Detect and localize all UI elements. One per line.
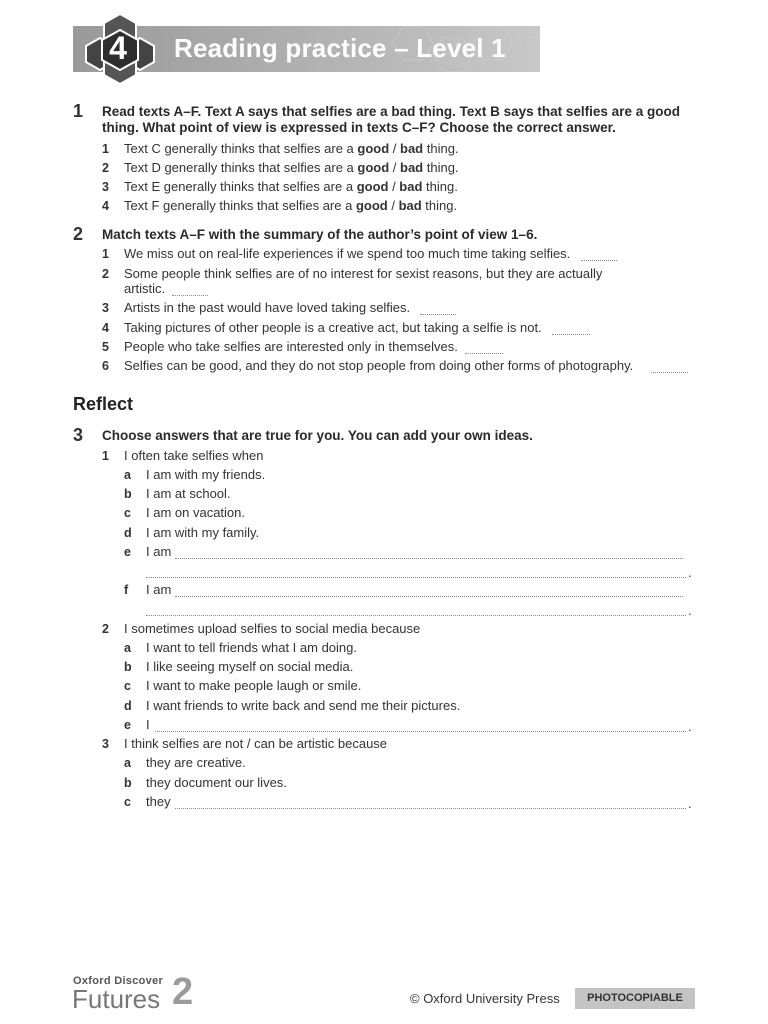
item-number: 1 <box>102 142 109 156</box>
brand-line1: Oxford Discover <box>73 975 164 987</box>
period: . <box>688 603 692 618</box>
choice-sentence <box>124 198 457 213</box>
sub-question-text: I think selfies are not / can be artistic because <box>124 736 388 751</box>
item-number: 4 <box>102 321 109 335</box>
answer-blank[interactable] <box>651 372 688 373</box>
option-separator: / <box>387 198 399 213</box>
item-number: 1 <box>102 247 109 261</box>
item-number: 4 <box>102 199 109 213</box>
option-text: I am <box>146 544 172 559</box>
sentence-text: Text C generally thinks that selfies are a <box>124 141 358 156</box>
option-bad[interactable]: bad <box>400 160 424 175</box>
option-good[interactable]: good <box>356 179 389 194</box>
item-number: 3 <box>102 180 109 194</box>
option-text: I am with my family. <box>146 525 260 540</box>
answer-blank[interactable] <box>172 295 208 296</box>
sentence-text: Text E generally thinks that selfies are a <box>124 179 357 194</box>
question-number: 3 <box>73 425 84 445</box>
answer-blank[interactable] <box>175 596 683 597</box>
option-letter: e <box>124 718 131 732</box>
answer-blank[interactable] <box>175 558 683 559</box>
summary-text: Taking pictures of other people is a creative act, but taking a selfie is not. <box>124 320 542 335</box>
question-instruction: Read texts A–F. Text A says that selfies are a bad thing. Text B says that selfies are a good thing. What point of view is expressed in texts C–F? Choose the correct answer. <box>102 104 680 135</box>
sentence-text: Text D generally thinks that selfies are a <box>124 160 358 175</box>
option-text: I am at school. <box>146 486 231 501</box>
item-number: 6 <box>102 359 109 373</box>
period: . <box>688 719 692 734</box>
option-good[interactable]: good <box>357 160 390 175</box>
summary-text: Selfies can be good, and they do not stop people from doing other forms of photography. <box>124 358 634 373</box>
period: . <box>688 796 692 811</box>
sentence-suffix: thing. <box>422 179 458 194</box>
option-letter: e <box>124 545 131 559</box>
option-letter: c <box>124 506 131 520</box>
option-good[interactable]: good <box>355 198 388 213</box>
option-letter: b <box>124 660 132 674</box>
photocopiable-badge: PHOTOCOPIABLE <box>575 988 695 1009</box>
sentence-text: Text F generally thinks that selfies are a <box>124 198 356 213</box>
sub-question-number: 1 <box>102 449 109 463</box>
summary-text: People who take selfies are interested only in themselves. <box>124 339 458 354</box>
period: . <box>688 565 692 580</box>
sub-question-text: I often take selfies when <box>124 448 264 463</box>
option-separator: / <box>389 160 400 175</box>
option-text: I am on vacation. <box>146 505 245 520</box>
option-text: I am <box>146 582 172 597</box>
copyright: © Oxford University Press <box>410 991 560 1006</box>
item-number: 2 <box>102 161 109 175</box>
option-letter: c <box>124 679 131 693</box>
question-instruction: Match texts A–F with the summary of the author’s point of view 1–6. <box>102 227 538 242</box>
option-bad[interactable]: bad <box>400 141 424 156</box>
option-letter: a <box>124 468 131 482</box>
item-number: 5 <box>102 340 109 354</box>
answer-blank[interactable] <box>581 260 617 261</box>
choice-sentence <box>124 160 459 175</box>
answer-blank[interactable] <box>420 314 456 315</box>
sentence-suffix: thing. <box>423 160 459 175</box>
summary-text: We miss out on real-life experiences if we spend too much time taking selfies. <box>124 246 571 261</box>
summary-text: Artists in the past would have loved taking selfies. <box>124 300 411 315</box>
option-text: they <box>146 794 171 809</box>
option-text: I <box>146 717 150 732</box>
option-text: they are creative. <box>146 755 246 770</box>
option-bad[interactable]: bad <box>399 179 423 194</box>
option-text: I want friends to write back and send me their pictures. <box>146 698 461 713</box>
sub-question-number: 3 <box>102 737 109 751</box>
option-text: they document our lives. <box>146 775 287 790</box>
unit-number: 4 <box>109 30 127 66</box>
question-instruction: Choose answers that are true for you. You can add your own ideas. <box>102 428 533 443</box>
summary-text-cont: artistic. <box>124 281 166 296</box>
summary-text: Some people think selfies are of no interest for sexist reasons, but they are actually <box>124 266 603 281</box>
option-letter: d <box>124 526 132 540</box>
option-text: I am with my friends. <box>146 467 266 482</box>
section-heading: Reflect <box>73 394 134 414</box>
option-letter: b <box>124 487 132 501</box>
option-separator: / <box>389 141 400 156</box>
option-text: I want to tell friends what I am doing. <box>146 640 357 655</box>
choice-sentence <box>124 179 458 194</box>
question-number: 2 <box>73 224 84 244</box>
sub-question-number: 2 <box>102 622 109 636</box>
choice-sentence <box>124 141 459 156</box>
option-letter: c <box>124 795 131 809</box>
option-letter: b <box>124 776 132 790</box>
page-title: Reading practice – Level 1 <box>174 33 506 63</box>
answer-blank[interactable] <box>552 334 590 335</box>
option-letter: a <box>124 641 131 655</box>
item-number: 2 <box>102 267 109 281</box>
answer-blank[interactable] <box>155 731 686 732</box>
answer-blank[interactable] <box>146 577 686 578</box>
option-letter: d <box>124 699 132 713</box>
option-text: I want to make people laugh or smile. <box>146 678 362 693</box>
option-letter: a <box>124 756 131 770</box>
option-text: I like seeing myself on social media. <box>146 659 354 674</box>
answer-blank[interactable] <box>175 808 686 809</box>
item-number: 3 <box>102 301 109 315</box>
brand-line2: Futures <box>72 984 161 1014</box>
question-number: 1 <box>73 101 84 121</box>
sentence-suffix: thing. <box>423 141 459 156</box>
sub-question-text: I sometimes upload selfies to social media because <box>124 621 421 636</box>
option-good[interactable]: good <box>357 141 390 156</box>
brand-level: 2 <box>172 971 194 1013</box>
sentence-suffix: thing. <box>421 198 458 213</box>
answer-blank[interactable] <box>146 615 686 616</box>
option-bad[interactable]: bad <box>398 198 422 213</box>
option-separator: / <box>388 179 400 194</box>
option-letter: f <box>124 583 129 597</box>
answer-blank[interactable] <box>465 353 503 354</box>
